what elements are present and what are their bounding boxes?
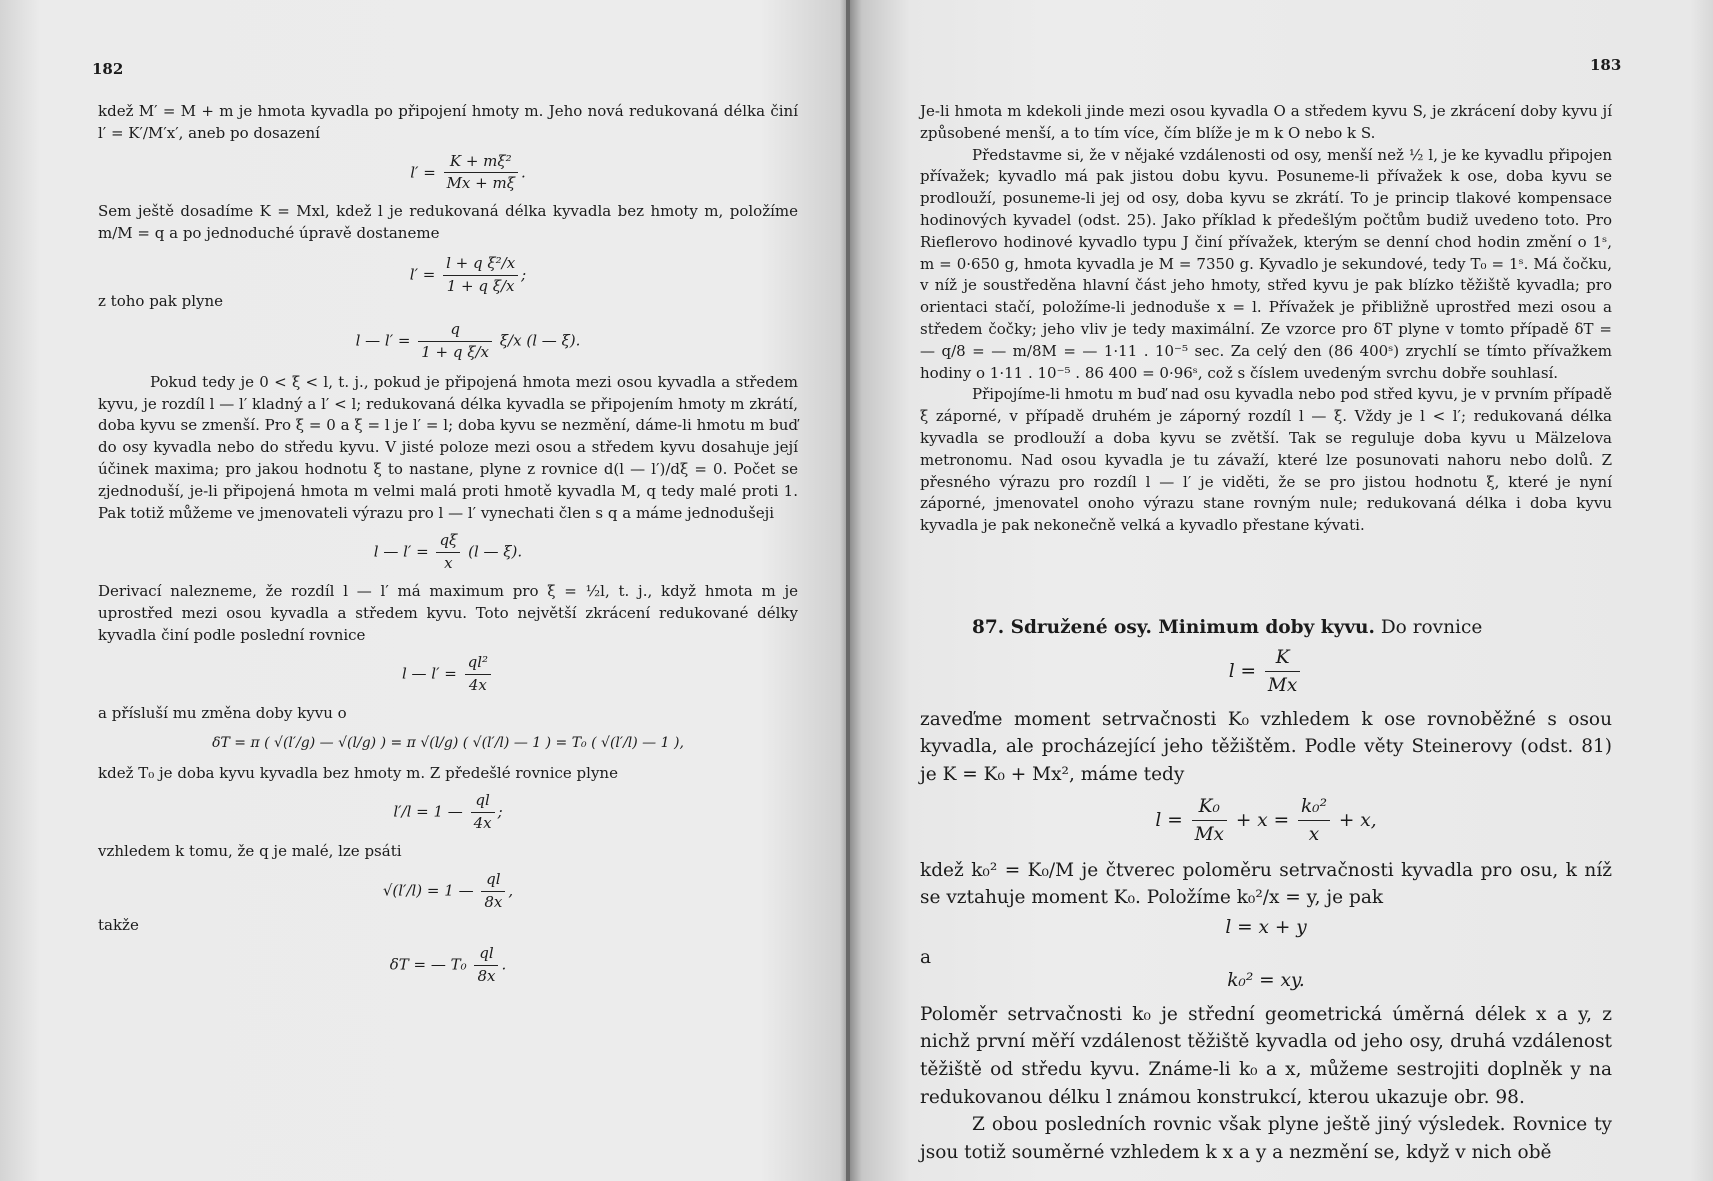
equation: k₀² = xy. [1227,970,1305,992]
paragraph: Je-li hmota m kdekoli jinde mezi osou kyvadla O a středem kyvu S, je zkrácení doby kyvu jí způsobené menší, a to tím více, čím blíže je m k O nebo k S. [920,102,1612,142]
section-title: 87. Sdružené osy. Minimum doby kyvu. [972,617,1375,638]
paragraph: Poloměr setrvačnosti k₀ je střední geometrická úměrná délek x a y, z nichž první měří vzdálenost těžiště kyvadla od jeho osy, druhá vzdálenost těžiště od středu kyvu. Známe-li k₀ a x, můžeme sestrojiti doplněk y na redukovanou délku l známou konstrukcí, kterou ukazuje obr. 98. [920,1003,1612,1108]
paragraph: a přísluší mu změna doby kyvu o [98,703,347,722]
paragraph: Představme si, že v nějaké vzdálenosti od osy, menší než ½ l, je ke kyvadlu připojen přívažek; kyvadlo má pak jistou dobu kyvu. Posuneme-li přívažek k ose, doba kyvu se prodlouží, posuneme-li jej od osy, doba kyvu se zkrátí. To je princip tlakové kompensace hodinových kyvadel (odst. 25). Jako příklad k předešlým počtům budiž uvedeno toto. Pro Rieflerovo hodinové kyvadlo typu J činí přívažek, kterým se denní chod hodin změní o 1ˢ, m = 0·650 g, hmota kyvadla je M = 7350 g. Kyvadlo je sekundové, tedy T₀ = 1ˢ. Má čočku, v níž je soustředěna hlavní část jeho hmoty, střed kyvu je pak blízko těžiště kyvadla; pro orientaci stačí, položíme-li jednoduše x = l. Přívažek je přibližně uprostřed mezi osou a středem čočky; jeho vliv je tedy maximální. Ze vzorce pro δT plyne v tomto případě δT = — q/8 = — m/8M = — 1·11 . 10⁻⁵ sec. Za celý den (86 400ˢ) zrychlí se tímto přívažkem hodiny o 1·11 . 10⁻⁵ . 86 400 = 0·96ˢ, což s číslem uvedeným svrchu dobře souhlasí. [920,145,1612,382]
right-page [850,0,1713,1181]
right-page-body-small [920,101,1612,537]
paragraph: Připojíme-li hmotu m buď nad osu kyvadla nebo pod střed kyvu, je v prvním případě ξ záporné, v případě druhém je záporný rozdíl l — ξ. Vždy je l < l′; redukovaná délka kyvadla se prodlouží a doba kyvu se zvětší. Tak se reguluje doba kyvu u Mälzelova metronomu. Nad osou kyvadla je tu závaží, které lze posunovati nahoru nebo dolů. Z přesného výrazu pro rozdíl l — l′ je viděti, že se pro jistou hodnotu ξ, které je nyní záporné, jmenovatel onoho výrazu stane rovným nule; redukovaná délka i doba kyvu kyvadla je pak nekonečně velká a kyvadlo přestane kývati. [920,385,1612,535]
page-number: 182 [92,60,124,78]
left-page-body [98,101,798,994]
paragraph: Derivací nalezneme, že rozdíl l — l′ má maximum pro ξ = ½l, t. j., když hmota m je uprostřed mezi osou kyvadla a středem kyvu. Toto největší zkrácení redukované délky kyvadla činí podle poslední rovnice [98,581,798,644]
equation: l′/l = 1 — $\frac{ql}{4x}$ ; [393,791,503,833]
left-page [0,0,848,1181]
equation: l′ = $\frac{\text{K + mξ²}}{Mx + m\xi}$ . [410,151,526,193]
paragraph: z toho pak plyne [98,292,224,311]
paragraph: Pokud tedy je 0 < ξ < l, t. j., pokud je připojená hmota mezi osou kyvadla a středem kyvu, je rozdíl l — l′ kladný a l′ < l; redukovaná délka kyvadla se připojením hmoty m zkrátí, doba kyvu se zmenší. Pro ξ = 0 a ξ = l je l′ = l; doba kyvu se nezmění, dáme-li hmotu m buď do osy kyvadla nebo do středu kyvu. V jisté poloze mezi osou a středem kyvu dosahuje její účinek maxima; pro jakou hodnotu ξ to nastane, plyne z rovnice d(l — l′)/dξ = 0. Počet se zjednoduší, je-li připojená hmota m velmi malá proti hmotě kyvadla M, q tedy malé proti 1. Pak totiž můžeme ve jmenovateli výrazu pro l — l′ vynechati člen s q a máme jednodušeji [98,372,798,522]
equation: l = x + y [1225,916,1307,938]
equation: l = $\frac{\text{K₀}}{Mx}$ + x = $\frac{\text{k₀²}}{x}$ + x, [920,793,1612,849]
paragraph: kdež M′ = M + m je hmota kyvadla po připojení hmoty m. Jeho nová redukovaná délka činí l′ = K′/M′x′, aneb po dosazení [98,102,798,142]
paragraph: kdež k₀² = K₀/M je čtverec poloměru setrvačnosti kyvadla pro osu, k níž se vztahuje moment K₀. Položíme k₀²/x = y, je pak [920,859,1612,909]
equation: l — l′ = $\frac{\text{ql²}}{4x}$ [98,652,798,697]
equation: δT = — T₀ $\frac{ql}{8x}$ . [389,944,507,985]
paragraph: zaveďme moment setrvačnosti K₀ vzhledem k ose rovnoběžné s osou kyvadla, ale procházející jeho těžištěm. Podle věty Steinerovy (odst. 81) je K = K₀ + Mx², máme tedy [920,708,1612,785]
paragraph: Z obou posledních rovnic však plyne ještě jiný výsledek. Rovnice ty jsou totiž souměrné vzhledem k x a y a nezmění se, když v nich obě [920,1114,1612,1163]
equation: √(l′/l) = 1 — $\frac{ql}{8x}$ , [382,869,514,911]
paragraph: a [920,946,932,968]
page-number: 183 [1590,56,1622,74]
paragraph: takže [98,916,139,935]
paragraph: kdež T₀ je doba kyvu kyvadla bez hmoty m. Z předešlé rovnice plyne [98,763,618,782]
equation: l — l′ = $\frac{q\xi}{x}$ (l — ξ). [373,531,523,573]
equation: δT = π ( √(l′/g) — √(l/g) ) = π √(l/g) ( √(l′/l) — 1 ) = T₀ ( √(l′/l) — 1 ), [212,734,684,751]
equation: l′ = $\frac{\text{l + q ξ²/x}}{\text{1 + q ξ/x}}$ ; [409,253,527,295]
paragraph: Sem ještě dosadíme K = Mxl, kdež l je redukovaná délka kyvadla bez hmoty m, položíme m/M = q a po jednoduché úpravě dostaneme [98,202,798,242]
equation: l = $\frac{K}{Mx}$ [920,644,1612,700]
paragraph: 87. Sdružené osy. Minimum doby kyvu. Do rovnice [972,617,1483,638]
right-page-body-large [920,614,1612,1166]
paragraph: vzhledem k tomu, že q je malé, lze psáti [98,841,402,860]
equation: l — l′ = $\frac{q}{\text{1 + q ξ/x}}$ ξ/x (l — ξ). [355,320,581,361]
